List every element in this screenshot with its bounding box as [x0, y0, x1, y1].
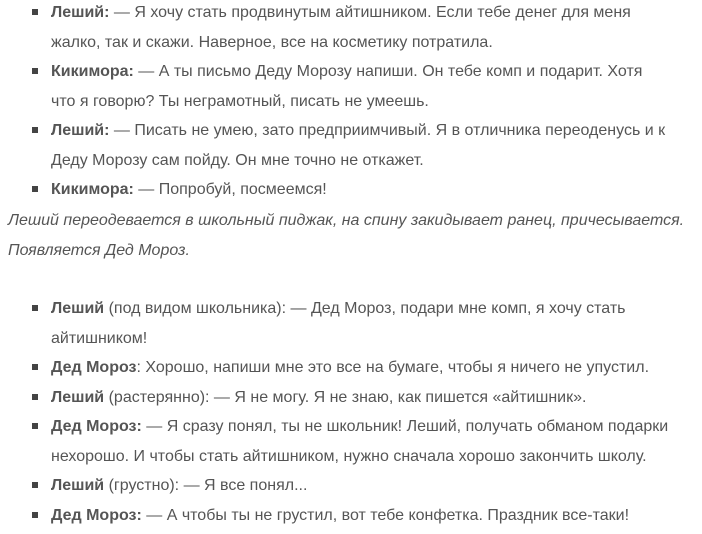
bullet-icon [32, 423, 38, 429]
dialog-list-1 [0, 0, 702, 205]
bullet-icon [32, 512, 38, 518]
line [51, 175, 702, 205]
line: айтишником! [51, 329, 148, 347]
line: жалко, так и скажи. Наверное, все на косметику потратила. [51, 33, 493, 51]
speaker-name: Кикимора: [51, 181, 134, 198]
replica-text: : Хорошо, напиши мне это все на бумаге, чтобы я ничего не упустил. [136, 359, 650, 376]
replica-text: — Попробуй, посмеемся! [133, 181, 327, 198]
replica-text: (растерянно): — Я не могу. Я не знаю, как пишется «айтишник». [104, 388, 587, 406]
list-item [0, 383, 702, 413]
bullet-icon [32, 305, 38, 311]
speaker-name: Кикимора: [51, 63, 134, 80]
line [51, 353, 702, 383]
bullet-icon [32, 482, 38, 488]
speaker-name: Леший [51, 477, 105, 494]
list-item [0, 57, 702, 116]
replica-text: (грустно): — Я все понял... [104, 477, 308, 494]
stage-direction-line-1: Леший переодевается в школьный пиджак, на спину закидывает ранец, причесывается. [8, 212, 685, 229]
bullet-icon [32, 9, 38, 15]
bullet-icon [32, 186, 38, 192]
list-item [0, 471, 702, 501]
list-item [0, 294, 702, 353]
line [51, 501, 702, 531]
replica-text: — Я сразу понял, ты не школьник! Леший, получать обманом подарки [141, 418, 669, 435]
bullet-icon [32, 68, 38, 74]
dialog-list-2 [0, 294, 702, 530]
list-item [0, 0, 702, 57]
speaker-name: Леший [51, 300, 105, 317]
line [51, 383, 702, 413]
speaker-name: Дед Мороз: [51, 418, 142, 435]
replica-text: — Я хочу стать продвинутым айтишником. Если тебе денег для меня [109, 4, 631, 21]
list-item [0, 175, 702, 205]
line [51, 471, 702, 501]
list-item [0, 412, 702, 471]
speaker-name: Дед Мороз [51, 359, 137, 376]
stage-direction-line-2: Появляется Дед Мороз. [8, 242, 190, 259]
list-item [0, 116, 702, 175]
replica-text: — А чтобы ты не грустил, вот тебе конфетка. Праздник все-таки! [141, 506, 630, 524]
speaker-name: Леший [51, 388, 105, 406]
speaker-name: Леший: [51, 4, 110, 21]
replica-text: — Писать не умею, зато предприимчивый. Я в отличника переоденусь и к [109, 122, 666, 139]
bullet-icon [32, 364, 38, 370]
bullet-icon [32, 127, 38, 133]
replica-text: — А ты письмо Деду Морозу напиши. Он тебе комп и подарит. Хотя [133, 63, 643, 80]
replica-text: (под видом школьника): — Дед Мороз, подари мне комп, я хочу стать [104, 300, 626, 317]
bullet-icon [32, 394, 38, 400]
line: Деду Морозу сам пойду. Он мне точно не откажет. [51, 151, 424, 169]
dialog-block-2 [0, 294, 702, 530]
line [51, 294, 702, 324]
speaker-name: Леший: [51, 122, 110, 139]
list-item [0, 353, 702, 383]
dialog-block-1 [0, 0, 702, 205]
line [51, 0, 702, 28]
speaker-name: Дед Мороз: [51, 506, 142, 524]
line: нехорошо. И чтобы стать айтишником, нужно сначала хорошо закончить школу. [51, 447, 647, 465]
line [51, 116, 702, 146]
line [51, 412, 702, 442]
list-item [0, 501, 702, 531]
line [51, 57, 702, 87]
line: что я говорю? Ты неграмотный, писать не умеешь. [51, 92, 429, 110]
